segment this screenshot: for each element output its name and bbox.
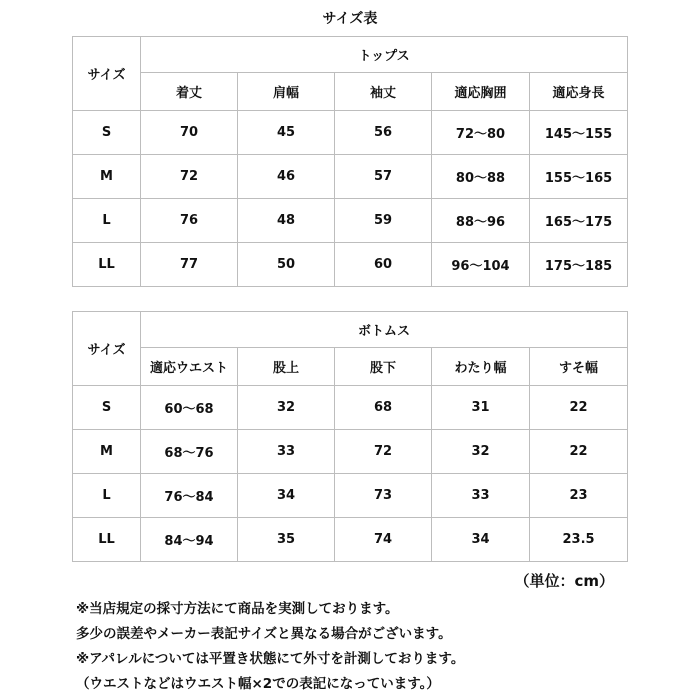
value-cell: 165～175 bbox=[530, 199, 628, 243]
value-cell: 23.5 bbox=[530, 518, 628, 562]
bottoms-size-table bbox=[72, 311, 628, 562]
value-cell: 59 bbox=[335, 199, 432, 243]
size-cell: L bbox=[73, 199, 141, 243]
value-cell: 31 bbox=[432, 386, 530, 430]
size-cell: LL bbox=[73, 518, 141, 562]
page-title: サイズ表 bbox=[322, 11, 378, 27]
size-cell: LL bbox=[73, 243, 141, 287]
value-cell: 32 bbox=[238, 386, 335, 430]
column-header: すそ幅 bbox=[530, 348, 628, 386]
value-cell: 34 bbox=[432, 518, 530, 562]
value-cell: 22 bbox=[530, 430, 628, 474]
value-cell: 72 bbox=[141, 155, 238, 199]
tops-group-header: トップス bbox=[141, 37, 628, 73]
column-header: 股上 bbox=[238, 348, 335, 386]
value-cell: 88～96 bbox=[432, 199, 530, 243]
table-row bbox=[73, 518, 628, 562]
note-line: （ウエストなどはウエスト幅×2での表記になっています。） bbox=[76, 676, 440, 692]
table-row bbox=[73, 111, 628, 155]
value-cell: 68～76 bbox=[141, 430, 238, 474]
value-cell: 76 bbox=[141, 199, 238, 243]
tops-size-header: サイズ bbox=[73, 37, 141, 111]
value-cell: 33 bbox=[432, 474, 530, 518]
size-cell: L bbox=[73, 474, 141, 518]
column-header: 適応身長 bbox=[530, 73, 628, 111]
value-cell: 56 bbox=[335, 111, 432, 155]
value-cell: 35 bbox=[238, 518, 335, 562]
value-cell: 33 bbox=[238, 430, 335, 474]
value-cell: 145～155 bbox=[530, 111, 628, 155]
notes bbox=[76, 597, 676, 697]
value-cell: 60～68 bbox=[141, 386, 238, 430]
value-cell: 68 bbox=[335, 386, 432, 430]
value-cell: 72 bbox=[335, 430, 432, 474]
value-cell: 57 bbox=[335, 155, 432, 199]
value-cell: 96～104 bbox=[432, 243, 530, 287]
value-cell: 72～80 bbox=[432, 111, 530, 155]
table-row bbox=[73, 430, 628, 474]
value-cell: 175～185 bbox=[530, 243, 628, 287]
tops-column-header-row bbox=[73, 73, 628, 111]
value-cell: 76～84 bbox=[141, 474, 238, 518]
table-row bbox=[73, 155, 628, 199]
value-cell: 45 bbox=[238, 111, 335, 155]
value-cell: 84～94 bbox=[141, 518, 238, 562]
size-cell: S bbox=[73, 111, 141, 155]
note-line: ※アパレルについては平置き状態にて外寸を計測しております。 bbox=[76, 651, 465, 667]
note-line: ※当店規定の採寸方法にて商品を実測しております。 bbox=[76, 601, 399, 617]
size-cell: M bbox=[73, 430, 141, 474]
bottoms-group-header: ボトムス bbox=[141, 312, 628, 348]
value-cell: 73 bbox=[335, 474, 432, 518]
value-cell: 48 bbox=[238, 199, 335, 243]
note-line: 多少の誤差やメーカー表記サイズと異なる場合がございます。 bbox=[76, 626, 452, 642]
size-cell: M bbox=[73, 155, 141, 199]
value-cell: 22 bbox=[530, 386, 628, 430]
value-cell: 23 bbox=[530, 474, 628, 518]
column-header: 適応胸囲 bbox=[432, 73, 530, 111]
value-cell: 155～165 bbox=[530, 155, 628, 199]
table-row bbox=[73, 386, 628, 430]
size-cell: S bbox=[73, 386, 141, 430]
table-row bbox=[73, 243, 628, 287]
value-cell: 34 bbox=[238, 474, 335, 518]
value-cell: 77 bbox=[141, 243, 238, 287]
value-cell: 32 bbox=[432, 430, 530, 474]
unit-label: （単位：cm） bbox=[514, 572, 614, 590]
column-header: わたり幅 bbox=[432, 348, 530, 386]
value-cell: 70 bbox=[141, 111, 238, 155]
column-header: 着丈 bbox=[141, 73, 238, 111]
column-header: 袖丈 bbox=[335, 73, 432, 111]
column-header: 股下 bbox=[335, 348, 432, 386]
column-header: 適応ウエスト bbox=[141, 348, 238, 386]
value-cell: 80～88 bbox=[432, 155, 530, 199]
tops-size-table bbox=[72, 36, 628, 287]
value-cell: 46 bbox=[238, 155, 335, 199]
value-cell: 74 bbox=[335, 518, 432, 562]
tops-header-row bbox=[73, 37, 628, 73]
bottoms-column-header-row bbox=[73, 348, 628, 386]
value-cell: 60 bbox=[335, 243, 432, 287]
bottoms-header-row bbox=[73, 312, 628, 348]
table-row bbox=[73, 474, 628, 518]
value-cell: 50 bbox=[238, 243, 335, 287]
bottoms-size-header: サイズ bbox=[73, 312, 141, 386]
column-header: 肩幅 bbox=[238, 73, 335, 111]
table-row bbox=[73, 199, 628, 243]
